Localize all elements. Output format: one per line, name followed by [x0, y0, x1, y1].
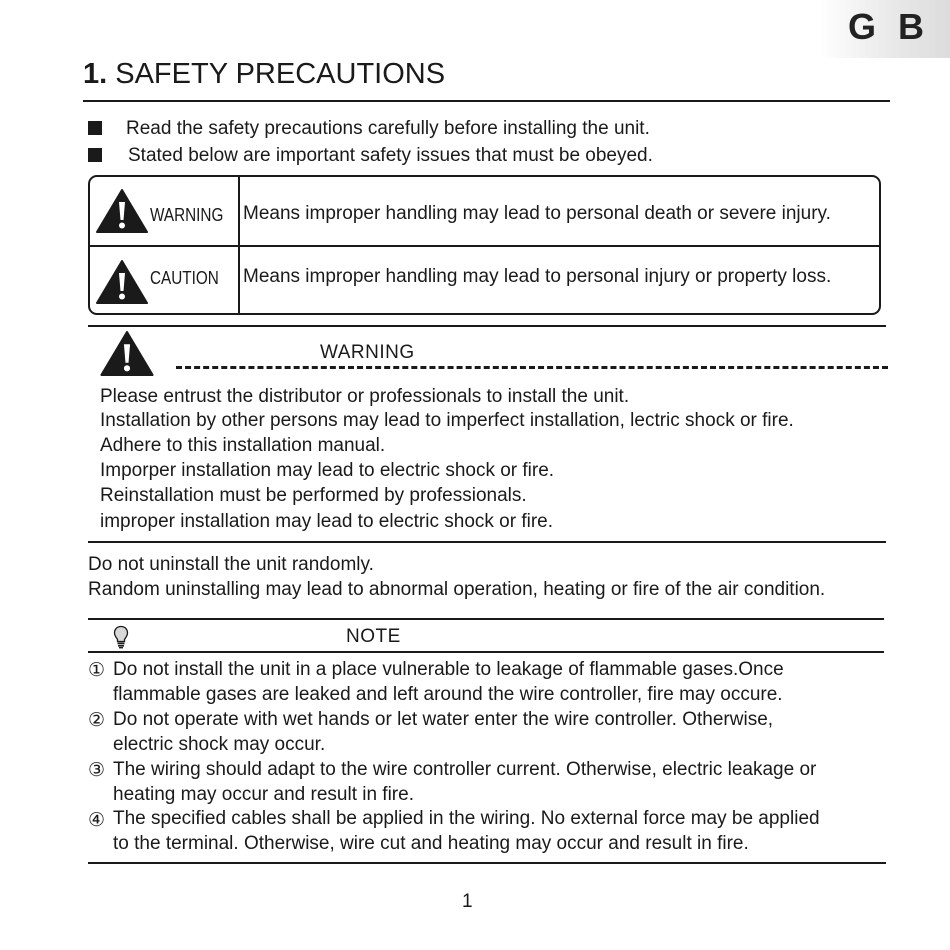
square-bullet-icon — [88, 148, 102, 162]
warning-triangle-icon — [96, 188, 148, 234]
language-code: G B — [848, 6, 931, 47]
intro-bullet — [88, 118, 650, 140]
section-divider — [88, 325, 886, 327]
warning-text-line: Reinstallation must be performed by professionals. — [100, 485, 527, 506]
note-item-text: Do not operate with wet hands or let water enter the wire controller. Otherwise, — [113, 709, 774, 730]
section-number: 1. — [83, 58, 108, 90]
note-item-marker: ④ — [88, 809, 106, 831]
uninstall-notice-line: Do not uninstall the unit randomly. — [88, 554, 374, 575]
section-divider — [88, 618, 884, 620]
section-title: SAFETY PRECAUTIONS — [115, 58, 446, 90]
note-item-text: The wiring should adapt to the wire controller current. Otherwise, electric leakage or — [113, 759, 817, 780]
warning-text-line: improper installation may lead to electric shock or fire. — [100, 511, 554, 532]
note-item-marker: ① — [88, 659, 106, 681]
warning-text-line: Adhere to this installation manual. — [100, 435, 386, 456]
section-divider — [88, 541, 886, 543]
note-item-marker: ② — [88, 709, 106, 731]
note-section-title: NOTE — [346, 626, 401, 647]
hazard-description: Means improper handling may lead to personal injury or property loss. — [243, 266, 832, 287]
warning-text-line: Imporper installation may lead to electric shock or fire. — [100, 460, 555, 481]
table-row-divider — [90, 245, 879, 247]
note-item-text: heating may occur and result in fire. — [113, 784, 414, 805]
lightbulb-icon — [113, 625, 129, 649]
hazard-level-table — [88, 175, 881, 315]
bullet-text: Stated below are important safety issues that must be obeyed. — [128, 145, 653, 166]
note-item-text: The specified cables shall be applied in the wiring. No external force may be applied — [113, 808, 820, 829]
warning-triangle-icon — [100, 330, 154, 377]
warning-text-line: Installation by other persons may lead to imperfect installation, lectric shock or fire. — [100, 410, 794, 431]
dashed-divider — [176, 366, 888, 369]
uninstall-notice-line: Random uninstalling may lead to abnormal operation, heating or fire of the air condition. — [88, 579, 826, 600]
page-title — [83, 58, 445, 91]
note-item-text: flammable gases are leaked and left around the wire controller, fire may occure. — [113, 684, 783, 705]
note-item-text: Do not install the unit in a place vulnerable to leakage of flammable gases.Once — [113, 659, 784, 680]
note-item-marker: ③ — [88, 759, 106, 781]
section-divider — [88, 651, 884, 653]
note-item-text: electric shock may occur. — [113, 734, 326, 755]
section-divider — [88, 862, 886, 864]
square-bullet-icon — [88, 121, 102, 135]
page-number: 1 — [462, 891, 473, 912]
hazard-label-caution: CAUTION — [150, 268, 219, 288]
hazard-label-warning: WARNING — [150, 205, 224, 225]
hazard-description: Means improper handling may lead to personal death or severe injury. — [243, 203, 831, 224]
warning-section-title: WARNING — [320, 342, 415, 363]
warning-triangle-icon — [96, 259, 148, 305]
warning-text-line: Please entrust the distributor or professionals to install the unit. — [100, 386, 630, 407]
bullet-text: Read the safety precautions carefully before installing the unit. — [126, 118, 650, 139]
note-item-text: to the terminal. Otherwise, wire cut and heating may occur and result in fire. — [113, 833, 749, 854]
intro-bullet — [88, 145, 653, 167]
heading-divider — [83, 100, 890, 102]
